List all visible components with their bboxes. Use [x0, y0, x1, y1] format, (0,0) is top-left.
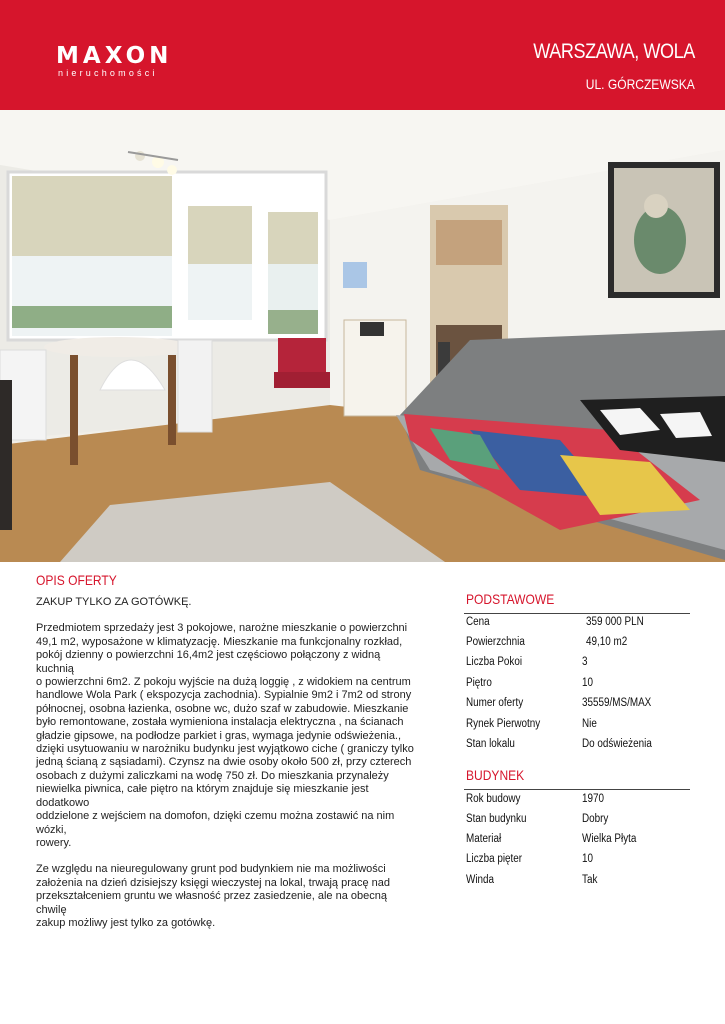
logo-wordmark: MAXON — [56, 43, 173, 69]
building-row-label: Materiał — [466, 833, 502, 845]
basic-row-label: Numer oferty — [466, 697, 524, 709]
basic-section-title: PODSTAWOWE — [466, 591, 555, 607]
maxon-logo — [56, 44, 172, 78]
building-row-value: Wielka Płyta — [582, 833, 637, 845]
basic-row — [466, 636, 696, 656]
building-row — [466, 793, 696, 813]
building-row-value: 10 — [582, 853, 594, 865]
description-title: OPIS OFERTY — [36, 572, 117, 588]
building-row-value: Tak — [582, 874, 598, 886]
building-row-label: Stan budynku — [466, 813, 527, 825]
basic-row — [466, 718, 696, 738]
building-row-value: Dobry — [582, 813, 609, 825]
description-text — [36, 596, 420, 943]
basic-row-value: 3 — [582, 656, 588, 668]
building-row-label: Rok budowy — [466, 793, 521, 805]
building-row — [466, 813, 696, 833]
listing-street: UL. GÓRCZEWSKA — [585, 76, 695, 92]
basic-row — [466, 738, 696, 758]
description-paragraph-2: Przedmiotem sprzedaży jest 3 pokojowe, narożne mieszkanie o powierzchni 49,1 m2, wyposażone w klimatyzację. Mieszkanie ma funkcjonalny rozkład, pokój dzienny o powierzchni 16,4m2 jest częściowo połączony z widną kuchnią o powierzchni 6m2. Z pokoju wyjście na dużą loggię , z widokiem na centrum handlowe Wola Park ( ekspozycja zachodnia). Sypialnie 9m2 i 7m2 od strony północnej, osobna łazienka, osobne wc, dużo szaf w zabudowie. Mieszkanie było remontowane, została wymieniona instalacja elektryczna , na ścianach gładzie gipsowe, na podłodze parkiet i gras, wymaga jedynie odświeżenia., dzięki usytuowaniu w narożniku budynku jest wyjątkowo ciche ( graniczy tylko jedną ścianą z sąsiadami). Czynsz na dwie osoby około 500 zł, przy czterech osobach z dużymi zaliczkami na wodę 750 zł. Do mieszkania przynależy niewielka piwnica, całe piętro na którym znajduje się mieszkanie jest dodatkowo oddzielone z wejściem na domofon, dzięki czemu można zostawić na nim wózki, rowery. — [36, 622, 414, 849]
building-row — [466, 833, 696, 853]
basic-row — [466, 677, 696, 697]
listing-city: WARSZAWA, WOLA — [533, 40, 695, 63]
basic-row-value: Do odświeżenia — [582, 738, 652, 750]
basic-row — [466, 697, 696, 717]
basic-section-divider — [464, 613, 690, 614]
basic-row-label: Liczba Pokoi — [466, 656, 523, 668]
basic-row — [466, 616, 696, 636]
building-section-title: BUDYNEK — [466, 767, 525, 783]
basic-row-value: 359 000 PLN — [586, 616, 644, 628]
basic-row-value: 35559/MS/MAX — [582, 697, 652, 709]
building-section-divider — [464, 789, 690, 790]
header-banner — [0, 0, 725, 110]
basic-row-value: 10 — [582, 677, 594, 689]
building-row-label: Liczba pięter — [466, 853, 523, 865]
basic-row-value: Nie — [582, 718, 597, 730]
building-row — [466, 874, 696, 894]
building-row-value: 1970 — [582, 793, 605, 805]
building-row — [466, 853, 696, 873]
description-paragraph-3: Ze względu na nieuregulowany grunt pod budynkiem nie ma możliwości założenia na dzień dzisiejszy księgi wieczystej na lokal, trwają pracę nad przekształceniem gruntu we własność przez zasiedzenie, ale na obecną chwilę zakup możliwy jest tylko za gotówkę. — [36, 863, 391, 929]
basic-row-label: Cena — [466, 616, 490, 628]
basic-row-value: 49,10 m2 — [586, 636, 628, 648]
description-paragraph-1: ZAKUP TYLKO ZA GOTÓWKĘ. — [36, 596, 192, 608]
apartment-photo — [0, 110, 725, 562]
basic-row-label: Powierzchnia — [466, 636, 525, 648]
basic-row-label: Rynek Pierwotny — [466, 718, 541, 730]
basic-row-label: Stan lokalu — [466, 738, 515, 750]
basic-row-label: Piętro — [466, 677, 492, 689]
basic-row — [466, 656, 696, 676]
logo-tagline: nieruchomości — [58, 68, 158, 78]
building-row-label: Winda — [466, 874, 495, 886]
